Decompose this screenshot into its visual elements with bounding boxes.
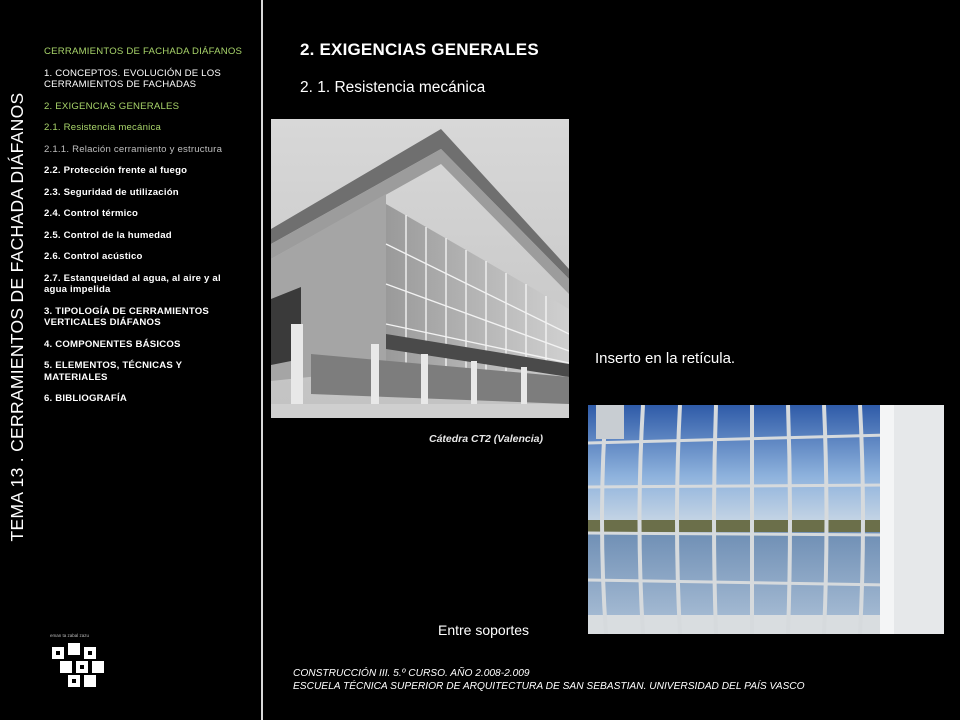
building-illustration <box>271 119 569 418</box>
nav-item-bibliografia[interactable]: 6. BIBLIOGRAFÍA <box>44 393 127 404</box>
nav-item-componentes[interactable]: 4. COMPONENTES BÁSICOS <box>44 338 181 350</box>
nav-item-resistencia[interactable]: 2.1. Resistencia mecánica <box>44 122 161 133</box>
footer <box>293 668 805 693</box>
entre-soportes-caption: Entre soportes <box>438 622 530 638</box>
nav-item-cerramientos[interactable]: CERRAMIENTOS DE FACHADA DIÁFANOS <box>44 46 243 57</box>
nav-item-relacion[interactable]: 2.1.1. Relación cerramiento y estructura <box>44 143 223 155</box>
building-photo <box>271 119 569 418</box>
nav-item-estanqueidad[interactable]: 2.7. Estanqueidad al agua, al aire y al agua impelida <box>44 272 221 295</box>
nav-item-exigencias[interactable]: 2. EXIGENCIAS GENERALES <box>44 100 180 112</box>
university-logo <box>50 633 112 693</box>
nav-item-conceptos[interactable]: 1. CONCEPTOS. EVOLUCIÓN DE LOS CERRAMIENTOS DE FACHADAS <box>44 67 221 90</box>
building-caption: Cátedra CT2 (Valencia) <box>429 433 543 445</box>
logo-motto: eman ta zabal zazu <box>50 633 90 638</box>
page-heading: 2. EXIGENCIAS GENERALES <box>300 40 539 59</box>
window-illustration <box>588 405 944 634</box>
window-view-photo <box>588 405 944 634</box>
sidebar-divider <box>261 0 263 720</box>
nav-item-humedad[interactable]: 2.5. Control de la humedad <box>44 229 172 241</box>
sidebar-nav <box>44 46 244 415</box>
upv-ehu-logo-icon <box>50 643 110 689</box>
nav-item-fuego[interactable]: 2.2. Protección frente al fuego <box>44 165 188 176</box>
nav-item-acustico[interactable]: 2.6. Control acústico <box>44 251 143 262</box>
nav-item-seguridad[interactable]: 2.3. Seguridad de utilización <box>44 186 179 198</box>
footer-school: ESCUELA TÉCNICA SUPERIOR DE ARQUITECTURA DE SAN SEBASTIAN. UNIVERSIDAD DEL PAÍS VASCO <box>293 680 805 692</box>
inserto-caption: Inserto en la retícula. <box>595 350 736 367</box>
nav-item-tipologia[interactable]: 3. TIPOLOGÍA DE CERRAMIENTOS VERTICALES DIÁFANOS <box>44 305 209 328</box>
nav-item-elementos[interactable]: 5. ELEMENTOS, TÉCNICAS Y MATERIALES <box>44 360 183 383</box>
page-subheading: 2. 1. Resistencia mecánica <box>300 79 486 96</box>
nav-item-termico[interactable]: 2.4. Control térmico <box>44 208 139 219</box>
footer-course: CONSTRUCCIÓN III. 5.º CURSO. AÑO 2.008-2.009 <box>293 668 530 679</box>
course-title-vertical: TEMA 13 . CERRAMIENTOS DE FACHADA DIÁFANOS <box>7 92 27 542</box>
